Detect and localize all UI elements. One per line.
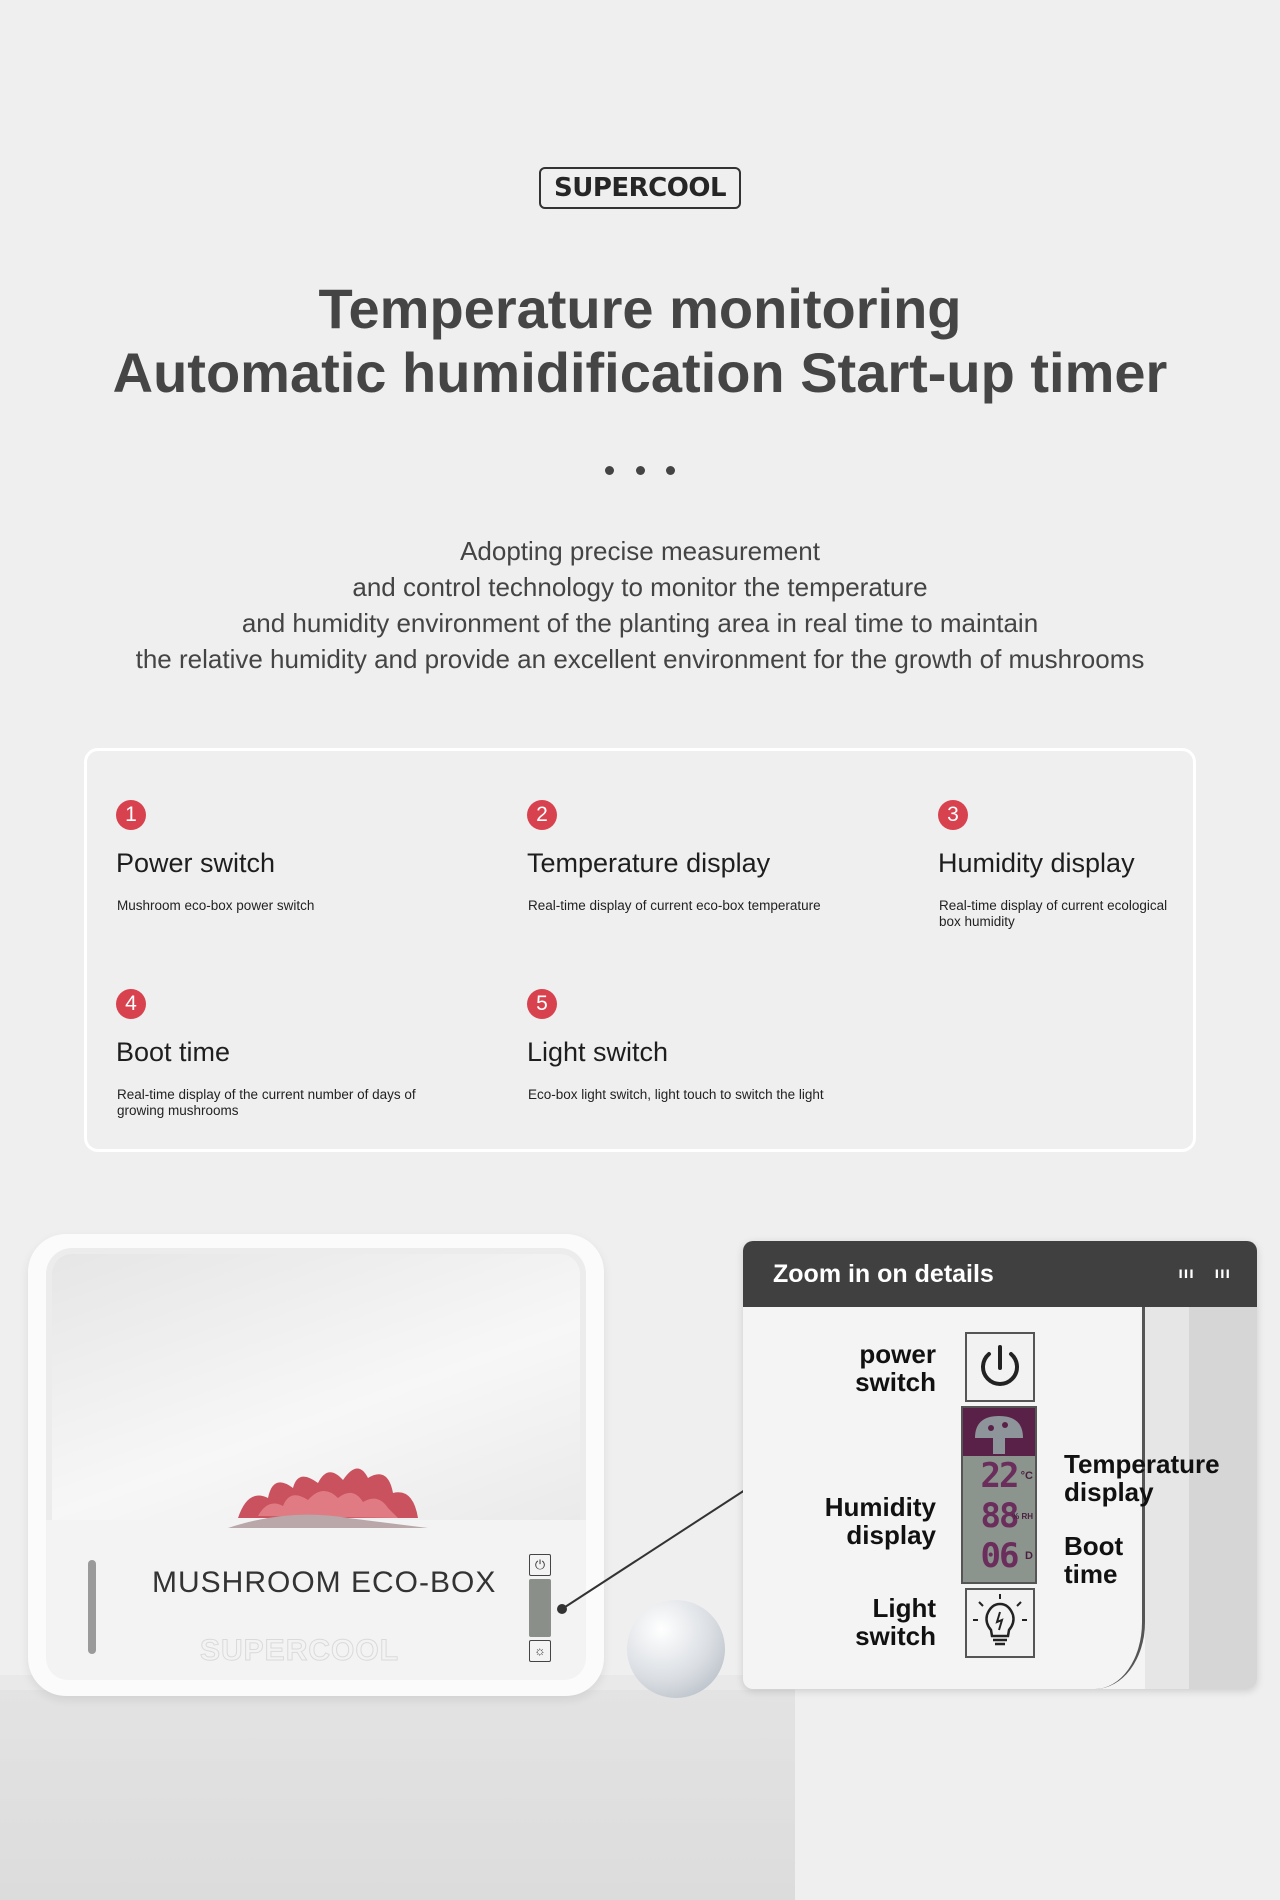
display-stand: [0, 1690, 795, 1900]
feature-description: Mushroom eco-box power switch: [117, 898, 315, 913]
description-line: and control technology to monitor the temperature: [352, 572, 928, 602]
zoom-title: Zoom in on details: [773, 1259, 994, 1288]
feature-title: Light switch: [527, 1037, 669, 1067]
feature-light-switch: [527, 989, 887, 1103]
feature-title: Temperature display: [527, 848, 771, 878]
headline-line2: Automatic humidification Start-up timer: [112, 341, 1168, 404]
description-line: Adopting precise measurement: [460, 536, 820, 566]
mini-lcd-screen: [529, 1579, 551, 1637]
feature-number-badge: 5: [527, 989, 557, 1019]
feature-description: Eco-box light switch, light touch to switch the light: [528, 1087, 824, 1102]
lcd-humidity: [963, 1496, 1035, 1536]
product-brand-mark: SUPERCOOL: [200, 1634, 400, 1667]
mini-control-strip: [529, 1554, 551, 1662]
feature-number-badge: 1: [116, 800, 146, 830]
decorative-sphere: [627, 1600, 725, 1698]
lcd-temperature: [963, 1456, 1035, 1496]
feature-description: Real-time display of current ecological box humidity: [939, 898, 1168, 929]
feature-title: Power switch: [116, 848, 276, 878]
humidity-value: 88: [980, 1496, 1018, 1536]
label-boot-time: Boot time: [1064, 1531, 1124, 1589]
features-panel: [84, 748, 1196, 1152]
light-bulb-icon: [967, 1590, 1033, 1656]
product-label: MUSHROOM ECO-BOX: [152, 1566, 497, 1599]
description-line: and humidity environment of the planting area in real time to maintain: [241, 608, 1039, 638]
feature-power-switch: [116, 800, 476, 914]
feature-number-badge: 3: [938, 800, 968, 830]
humidity-unit: % RH: [1012, 1511, 1033, 1521]
label-humidity-display: Humidity display: [824, 1492, 936, 1550]
brand-logo: SUPERCOOL: [539, 167, 741, 209]
mini-power-icon: ⏻: [529, 1554, 551, 1576]
feature-description: Real-time display of current eco-box temperature: [528, 898, 821, 913]
feature-title: Humidity display: [938, 848, 1135, 878]
label-temperature-display: Temperature display: [1064, 1449, 1220, 1507]
feature-humidity-display: [938, 800, 1280, 930]
more-icon: ııı ııı: [1178, 1265, 1231, 1282]
power-icon: [967, 1334, 1033, 1400]
label-light-switch: Light switch: [855, 1593, 936, 1651]
mini-light-icon: ☼: [529, 1640, 551, 1662]
description-line: the relative humidity and provide an excellent environment for the growth of mushrooms: [135, 644, 1145, 674]
feature-number-badge: 2: [527, 800, 557, 830]
feature-temperature-display: [527, 800, 887, 914]
days-unit: D: [1025, 1550, 1033, 1562]
headline-line1: Temperature monitoring: [318, 277, 962, 340]
water-level-window: [88, 1560, 96, 1654]
temperature-value: 22: [980, 1456, 1018, 1496]
section-dots: [605, 466, 675, 478]
feature-boot-time: [116, 989, 476, 1119]
label-power-switch: power switch: [855, 1339, 936, 1397]
lcd-days: [963, 1536, 1035, 1576]
temperature-unit: °C: [1020, 1470, 1033, 1482]
power-button[interactable]: [965, 1332, 1035, 1402]
mushroom-icon: [963, 1408, 1035, 1456]
mushroom-cluster-image: [228, 1438, 428, 1528]
feature-description: Real-time display of the current number of days of growing mushrooms: [117, 1087, 416, 1118]
zoom-title-bar: [743, 1241, 1257, 1307]
description: [0, 533, 1280, 677]
days-value: 06: [980, 1536, 1018, 1576]
light-button[interactable]: [965, 1588, 1035, 1658]
lcd-display: [961, 1406, 1037, 1584]
feature-title: Boot time: [116, 1037, 231, 1067]
feature-number-badge: 4: [116, 989, 146, 1019]
